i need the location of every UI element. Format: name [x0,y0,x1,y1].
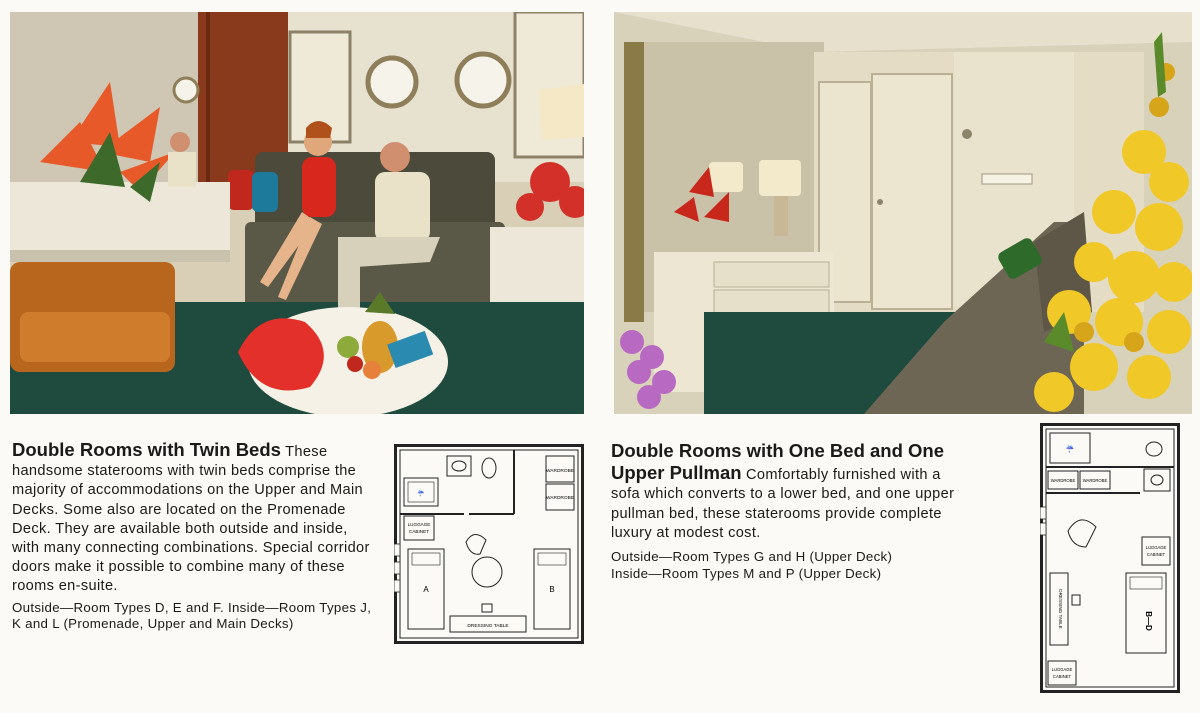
twin-beds-description [12,440,372,633]
photo-twin-bed-stateroom [10,12,584,414]
plan-left-wardrobe-label: WARDROBE [545,496,575,501]
plan-left-wardrobe-label: WARDROBE [545,469,575,474]
twin-beds-body: These handsome staterooms with twin beds comprise the majority of accommodations on the Upper and Main Decks. Some also are located on the Promenade Deck. They are available both outside and inside, with many connecting combinations. Special corridor doors make it possible to combine many of these rooms en-suite. [12,444,370,595]
pullman-inside-types: Inside—Room Types M and P (Upper Deck) [611,565,882,581]
pullman-outside-types: Outside—Room Types G and H (Upper Deck) [611,549,893,565]
plan-left-cabinet-label: CABINET [409,529,429,534]
plan-right-wardrobe-label: WARDROBE [1050,478,1076,483]
pullman-title: Double Rooms with One Bed and One Upper Pullman [611,440,945,484]
bed-a-label: A [423,585,429,594]
twin-beds-floor-plan [394,444,584,644]
pullman-body: Comfortably furnished with a sofa which converts to a lower bed, and one upper pullman bed, these staterooms provide complete luxury at modest cost. [611,467,955,541]
photo-pullman-stateroom [614,12,1192,414]
twin-beds-room-types: Outside—Room Types D, E and F. Inside—Room Types J, K and L (Promenade, Upper and Main Decks) [12,599,372,632]
plan-right-wardrobe-label: WARDROBE [1082,478,1108,483]
plan-right-luggage-label: LUGGAGE [1145,545,1167,550]
plan-right-luggage-label: LUGGAGE [1051,667,1073,672]
bed-bd-label: B—D [1144,611,1153,631]
shower-icon: ☔ [1065,446,1075,453]
plan-right-dressing-label: DRESSING TABLE [1058,589,1063,629]
bed-b-label: B [549,585,555,594]
plan-right-cabinet-label: CABINET [1146,552,1166,557]
plan-right-cabinet-label: CABINET [1052,674,1072,679]
shower-icon: ☔ [417,491,425,497]
pullman-floor-plan [1040,423,1180,693]
pullman-description [611,441,973,582]
twin-beds-title: Double Rooms with Twin Beds [12,439,281,460]
plan-left-dressing-label: DRESSING TABLE [467,624,509,629]
plan-left-luggage-label: LUGGAGE [407,522,431,527]
